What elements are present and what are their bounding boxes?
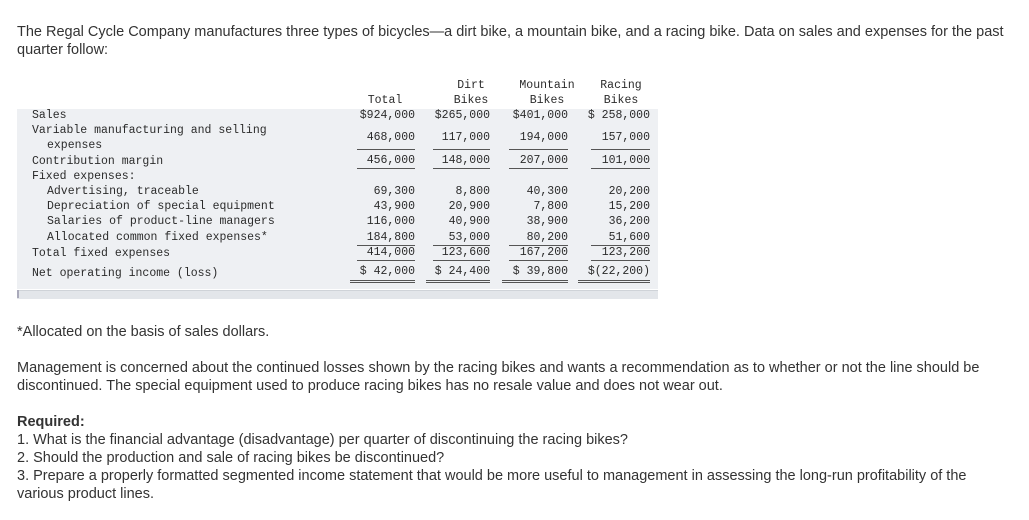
cell-allocated-racing: 51,600 (608, 231, 650, 244)
cell-salaries-total: 116,000 (366, 215, 415, 228)
underline-contribution-mountain (509, 168, 568, 169)
cell-allocated-dirt: 53,000 (448, 231, 490, 244)
cell-net-income-total: $ 42,000 (359, 265, 415, 278)
underline-variable-mountain (509, 149, 568, 150)
header-dirt-2: Bikes (453, 94, 489, 107)
cell-variable-dirt: 117,000 (441, 131, 490, 144)
underline-total-fixed-mountain (509, 260, 568, 261)
double-underline-net-mountain-2 (502, 282, 568, 283)
cell-salaries-mountain: 38,900 (526, 215, 568, 228)
required-item-1: 1. What is the financial advantage (disadvantage) per quarter of discontinuing the racing bikes? (17, 432, 628, 448)
cell-depreciation-mountain: 7,800 (533, 200, 568, 213)
row-label-salaries: Salaries of product-line managers (47, 215, 275, 228)
cell-net-income-mountain: $ 39,800 (512, 265, 568, 278)
double-underline-net-racing-2 (578, 282, 650, 283)
cell-advertising-total: 69,300 (373, 185, 415, 198)
cell-contribution-mountain: 207,000 (519, 154, 568, 167)
row-label-variable: Variable manufacturing and selling (32, 124, 267, 137)
intro-paragraph: The Regal Cycle Company manufactures three types of bicycles—a dirt bike, a mountain bike, and a racing bike. Data on sales and expenses for the past quarter follow: (17, 24, 1004, 58)
cell-contribution-total: 456,000 (366, 154, 415, 167)
required-item-2: 2. Should the production and sale of racing bikes be discontinued? (17, 450, 445, 466)
row-label-contribution: Contribution margin (32, 155, 164, 168)
cell-net-income-dirt: $ 24,400 (434, 265, 490, 278)
table-left-marker (17, 290, 19, 298)
income-statement-table (17, 76, 658, 298)
cell-salaries-racing: 36,200 (608, 215, 650, 228)
cell-contribution-racing: 101,000 (601, 154, 650, 167)
cell-contribution-dirt: 148,000 (441, 154, 490, 167)
cell-total-fixed-mountain: 167,200 (519, 246, 568, 259)
cell-advertising-dirt: 8,800 (455, 185, 490, 198)
cell-total-fixed-racing: 123,200 (601, 246, 650, 259)
underline-contribution-dirt (433, 168, 490, 169)
row-label-fixed-expenses: Fixed expenses: (32, 170, 136, 183)
management-paragraph: Management is concerned about the continued losses shown by the racing bikes and wants a recommendation as to whether or not the line should be discontinued. The special equipment used to produce racing bikes has no resale value and does not wear out. (17, 360, 980, 394)
footnote: *Allocated on the basis of sales dollars. (17, 324, 270, 340)
cell-variable-mountain: 194,000 (519, 131, 568, 144)
cell-depreciation-dirt: 20,900 (448, 200, 490, 213)
required-item-3: 3. Prepare a properly formatted segmented income statement that would be more useful to management in assessing the long-run profitability of the various product lines. (17, 468, 967, 502)
header-racing-1: Racing (600, 79, 642, 92)
cell-net-income-racing: $(22,200) (587, 265, 650, 278)
row-label-net-income: Net operating income (loss) (32, 267, 219, 280)
double-underline-net-total-2 (350, 282, 415, 283)
cell-advertising-mountain: 40,300 (526, 185, 568, 198)
cell-salaries-dirt: 40,900 (448, 215, 490, 228)
cell-total-fixed-total: 414,000 (366, 246, 415, 259)
underline-variable-total (357, 149, 415, 150)
cell-depreciation-racing: 15,200 (608, 200, 650, 213)
double-underline-net-racing-1 (578, 280, 650, 281)
cell-advertising-racing: 20,200 (608, 185, 650, 198)
underline-total-fixed-racing (591, 260, 650, 261)
cell-variable-racing: 157,000 (601, 131, 650, 144)
header-racing-2: Bikes (603, 94, 639, 107)
double-underline-net-mountain-1 (502, 280, 568, 281)
cell-sales-dirt: $265,000 (434, 109, 490, 122)
cell-sales-racing: $ 258,000 (587, 109, 650, 122)
cell-sales-total: $924,000 (359, 109, 415, 122)
cell-allocated-total: 184,800 (366, 231, 415, 244)
cell-sales-mountain: $401,000 (512, 109, 568, 122)
underline-contribution-racing (591, 168, 650, 169)
underline-total-fixed-dirt (433, 260, 490, 261)
required-heading: Required: (17, 414, 85, 430)
cell-variable-total: 468,000 (366, 131, 415, 144)
row-label-allocated: Allocated common fixed expenses* (47, 231, 268, 244)
cell-allocated-mountain: 80,200 (526, 231, 568, 244)
underline-variable-dirt (433, 149, 490, 150)
double-underline-net-dirt-2 (426, 282, 490, 283)
underline-total-fixed-total (357, 260, 415, 261)
double-underline-net-total-1 (350, 280, 415, 281)
header-mountain-2: Bikes (529, 94, 565, 107)
underline-contribution-total (357, 168, 415, 169)
row-label-depreciation: Depreciation of special equipment (47, 200, 275, 213)
row-label-advertising: Advertising, traceable (47, 185, 199, 198)
underline-variable-racing (591, 149, 650, 150)
header-total: Total (367, 94, 403, 107)
header-mountain-1: Mountain (519, 79, 575, 92)
cell-total-fixed-dirt: 123,600 (441, 246, 490, 259)
row-label-sales: Sales (32, 109, 67, 122)
double-underline-net-dirt-1 (426, 280, 490, 281)
header-dirt-1: Dirt (457, 79, 485, 92)
row-label-variable-cont: expenses (47, 139, 103, 152)
cell-depreciation-total: 43,900 (373, 200, 415, 213)
table-bottom-bar (17, 290, 658, 299)
row-label-total-fixed: Total fixed expenses (32, 247, 171, 260)
